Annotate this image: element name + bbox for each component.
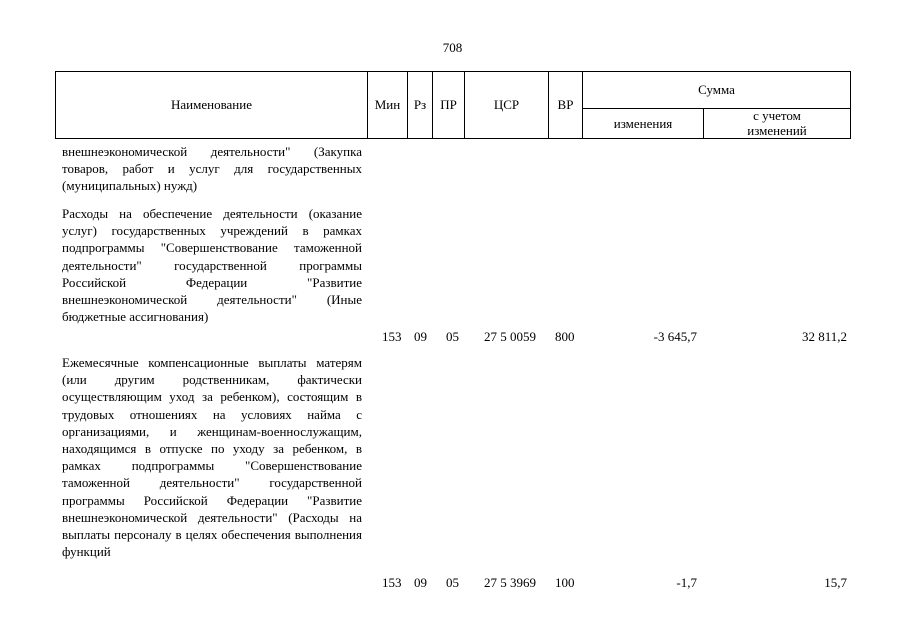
row-change: -3 645,7 [653,329,697,344]
header-pr: ПР [433,72,465,138]
row-with-change: 15,7 [824,575,847,590]
row-pr: 05 [446,329,459,344]
row-rz: 09 [414,329,427,344]
row-vr: 800 [555,329,575,344]
header-sum: Сумма [583,72,850,109]
row-min: 153 [382,329,402,344]
header-rz: Рз [408,72,433,138]
header-name: Наименование [56,72,368,138]
row-min: 153 [382,575,402,590]
row-with-change: 32 811,2 [801,329,847,344]
header-min: Мин [368,72,408,138]
row-description: Ежемесячные компенсационные выплаты матерям (или другим родственникам, фактически осуществляющим уход за ребенком), состоящим в трудовых отношениях на условиях найма с организациями, и женщинам-военнослужащим, находящимся в отпуске по уходу за ребенком, в рамках подпрограммы "Совершенствование таможенной деятельности" государственной программы Российской Федерации "Развитие внешнеэкономической деятельности" (Расходы на выплаты персоналу в целях обеспечения выполнения функций [62,355,362,560]
row-csr: 27 5 3969 [484,575,536,590]
header-with-change: с учетом изменений [747,108,807,138]
header-csr: ЦСР [465,72,549,138]
row-change: -1,7 [676,575,697,590]
table-header [55,71,851,139]
row-description: Расходы на обеспечение деятельности (оказание услуг) государственных учреждений в рамках подпрограммы "Совершенствование таможенной деятельности" государственной программы Российской Федерации "Развитие внешнеэкономической деятельности" (Иные бюджетные ассигнования) [62,206,362,325]
header-vr: ВР [549,72,583,138]
row-pr: 05 [446,575,459,590]
row-rz: 09 [414,575,427,590]
header-change: изменения [583,108,704,138]
row-csr: 27 5 0059 [484,329,536,344]
row-description: внешнеэкономической деятельности" (Закупка товаров, работ и услуг для государственных (муниципальных) нужд) [62,144,362,194]
row-vr: 100 [555,575,575,590]
page-number: 708 [442,40,463,55]
